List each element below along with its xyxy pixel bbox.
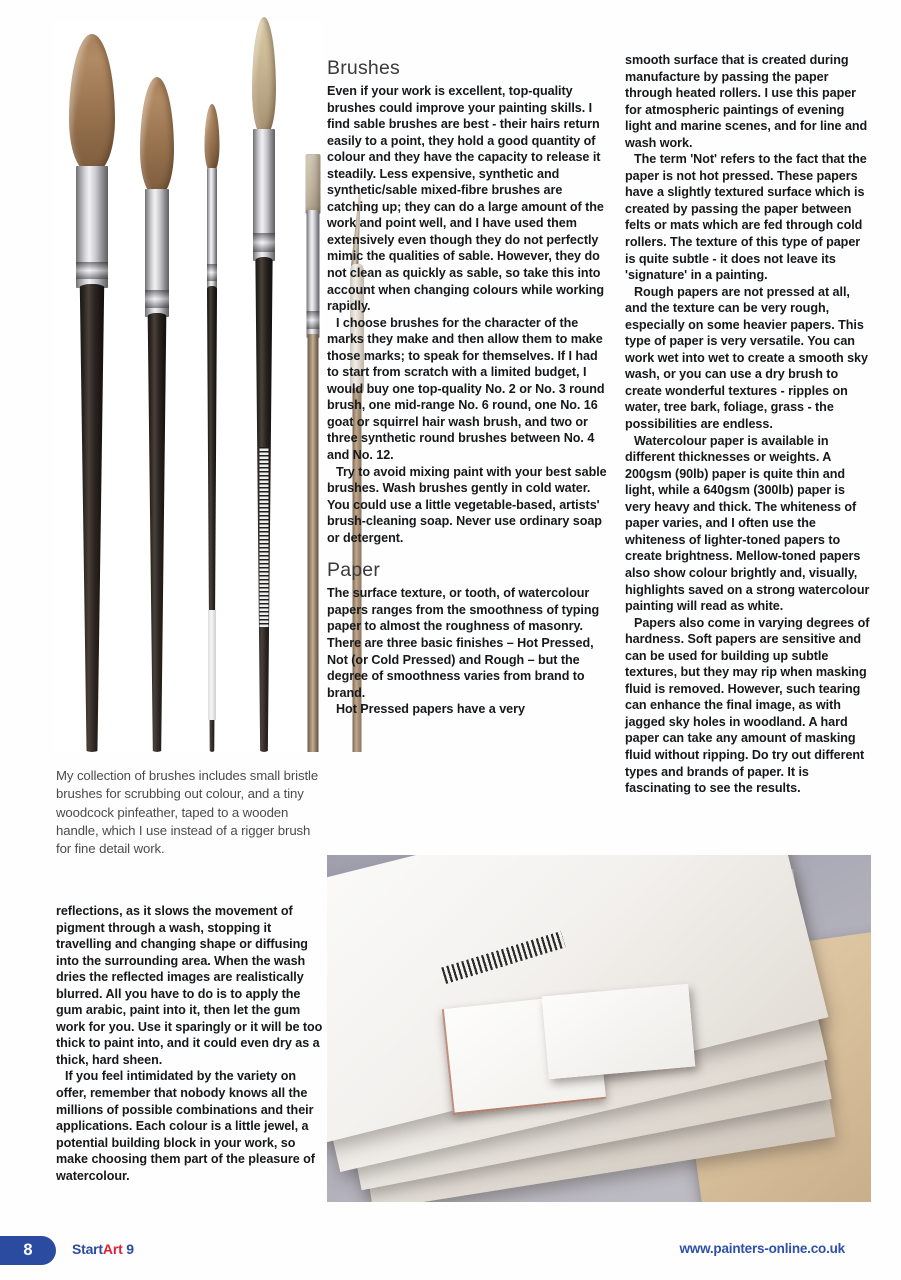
paragraph: smooth surface that is created during manufacture by passing the paper through heated rollers. I use this paper for atmospheric paintings of evening light and marine scenes, and for line and wash work.: [625, 53, 868, 150]
brushes-caption: My collection of brushes includes small bristle brushes for scrubbing out colour, and a tiny woodcock pinfeather, taped to a wooden handle, which I use instead of a rigger brush for fine detail work.: [56, 768, 319, 857]
brush-handle: [144, 313, 170, 752]
paragraph: Even if your work is excellent, top-quality brushes could improve your painting skills. I find sable brushes are best - their hairs return easily to a point, they hold a good quantity of colour and they have the capacity to release it steadily. Less expensive, synthetic and synthetic/sable mixed-fibre brushes are catching up; they can do a large amount of the work and point well, and I have used them extensively even though they do not perfectly mimic the qualities of sable. However, they do not clean as quickly as sable, so take this into account when changing colours while working rapidly.: [327, 84, 605, 314]
paragraph: If you feel intimidated by the variety on offer, remember that nobody knows all the millions of possible combinations and their applications. Each colour is a little jewel, a potential building block in your work, so make choosing them part of the pleasure of watercolour.: [56, 1069, 315, 1183]
paragraph: Papers also come in varying degrees of hardness. Soft papers are sensitive and can be used for building up subtle textures, but they may rip when masking fluid is removed. However, such tearing can enhance the final image, as with jagged sky holes in woodland. A hard paper can take any amount of masking fluid without ripping. Do try out different types and brands of paper. It is fascinating to see the results.: [625, 615, 870, 796]
brush-hair: [252, 17, 276, 135]
right-column-body: [625, 52, 870, 797]
paper-pad-small: [541, 984, 695, 1080]
brush-2: [130, 77, 184, 752]
brand-start: Start: [72, 1241, 103, 1257]
brush-3: [194, 104, 230, 752]
brush-1: [62, 34, 122, 752]
left-column-body: [56, 903, 328, 1184]
page-number-tab: [0, 1236, 56, 1265]
brush-ferrule: [145, 189, 169, 317]
paragraph: Rough papers are not pressed at all, and the texture can be very rough, especially on some heavier papers. This type of paper is very versatile. You can work wet into wet to create a smooth sky wash, or you can use a dry brush to create wonderful textures - ripples on water, tree bark, foliage, grass - the possibilities are endless.: [625, 284, 868, 432]
brand-issue-number: 9: [126, 1241, 134, 1257]
brush-hair: [205, 104, 220, 172]
brush-hair: [306, 154, 321, 214]
brush-wood-handle: [308, 334, 319, 752]
brush-barcode-label: [260, 447, 269, 627]
brush-handle: [75, 284, 109, 752]
page-number: 8: [23, 1241, 33, 1259]
paragraph: I choose brushes for the character of the marks they make and then allow them to make those marks; to speak for themselves. If I had to start from scratch with a limited budget, I would buy one top-quality No. 2 or No. 3 round brush, one mid-range No. 6 round, one No. 16 goat or squirrel hair wash brush, and two or three synthetic round brushes between No. 4 and No. 12.: [327, 315, 605, 463]
brush-5: [296, 154, 330, 752]
middle-column-body: [327, 57, 609, 718]
section-heading-brushes: Brushes: [327, 57, 400, 79]
paragraph: Hot Pressed papers have a very: [336, 702, 525, 717]
papers-photograph: [327, 855, 871, 1202]
paragraph: The term 'Not' refers to the fact that the paper is not hot pressed. These papers have a slightly textured surface which is created by passing the paper between felts or mats which are fed through cold rollers. The texture of this type of paper is quite subtle - it does not leave its 'signature' in a painting.: [625, 152, 867, 283]
brush-ferrule: [253, 129, 275, 261]
brand-art: Art: [102, 1241, 123, 1257]
paragraph: Try to avoid mixing paint with your best sable brushes. Wash brushes gently in cold water. You could use a little vegetable-based, artists' brush-cleaning soap. Never use ordinary soap or detergent.: [327, 464, 607, 545]
paragraph: reflections, as it slows the movement of pigment through a wash, stopping it travelling and changing shape or diffusing into the surrounding area. When the wash dries the reflected images are realistically blurred. All you have to do is to apply the gum arabic, paint into it, then let the gum work for you. Use it sparingly or it will be too thick to paint into, and it could even dry as a thick, hard sheen.: [56, 904, 323, 1067]
website-url[interactable]: www.painters-online.co.uk: [679, 1241, 845, 1256]
brush-ferrule: [307, 210, 320, 338]
brush-label-strip: [208, 610, 216, 720]
brushes-photograph: [52, 22, 324, 752]
brush-ferrule: [207, 168, 217, 290]
brush-ferrule: [76, 166, 108, 288]
paragraph: Watercolour paper is available in different thicknesses or weights. A 200gsm (90lb) paper is quite thin and light, while a 640gsm (300lb) paper is very heavy and thick. The whiteness of paper varies, and I often use the whiteness of lighter-toned papers to create brightness. Mellow-toned papers also show colour brightly and, visually, highlights saved on a strong watercolour painting will read as white.: [625, 433, 870, 614]
brush-hair: [140, 77, 174, 195]
brush-4: [238, 17, 290, 752]
brush-hair: [69, 34, 115, 172]
section-heading-paper: Paper: [327, 559, 381, 582]
publication-brand: [72, 1241, 134, 1257]
paragraph: The surface texture, or tooth, of watercolour papers ranges from the smoothness of typing paper to almost the roughness of masonry. There are three basic finishes – Hot Pressed, Not (or Cold Pressed) and Rough – but the degree of smoothness varies from brand to brand.: [327, 586, 600, 700]
